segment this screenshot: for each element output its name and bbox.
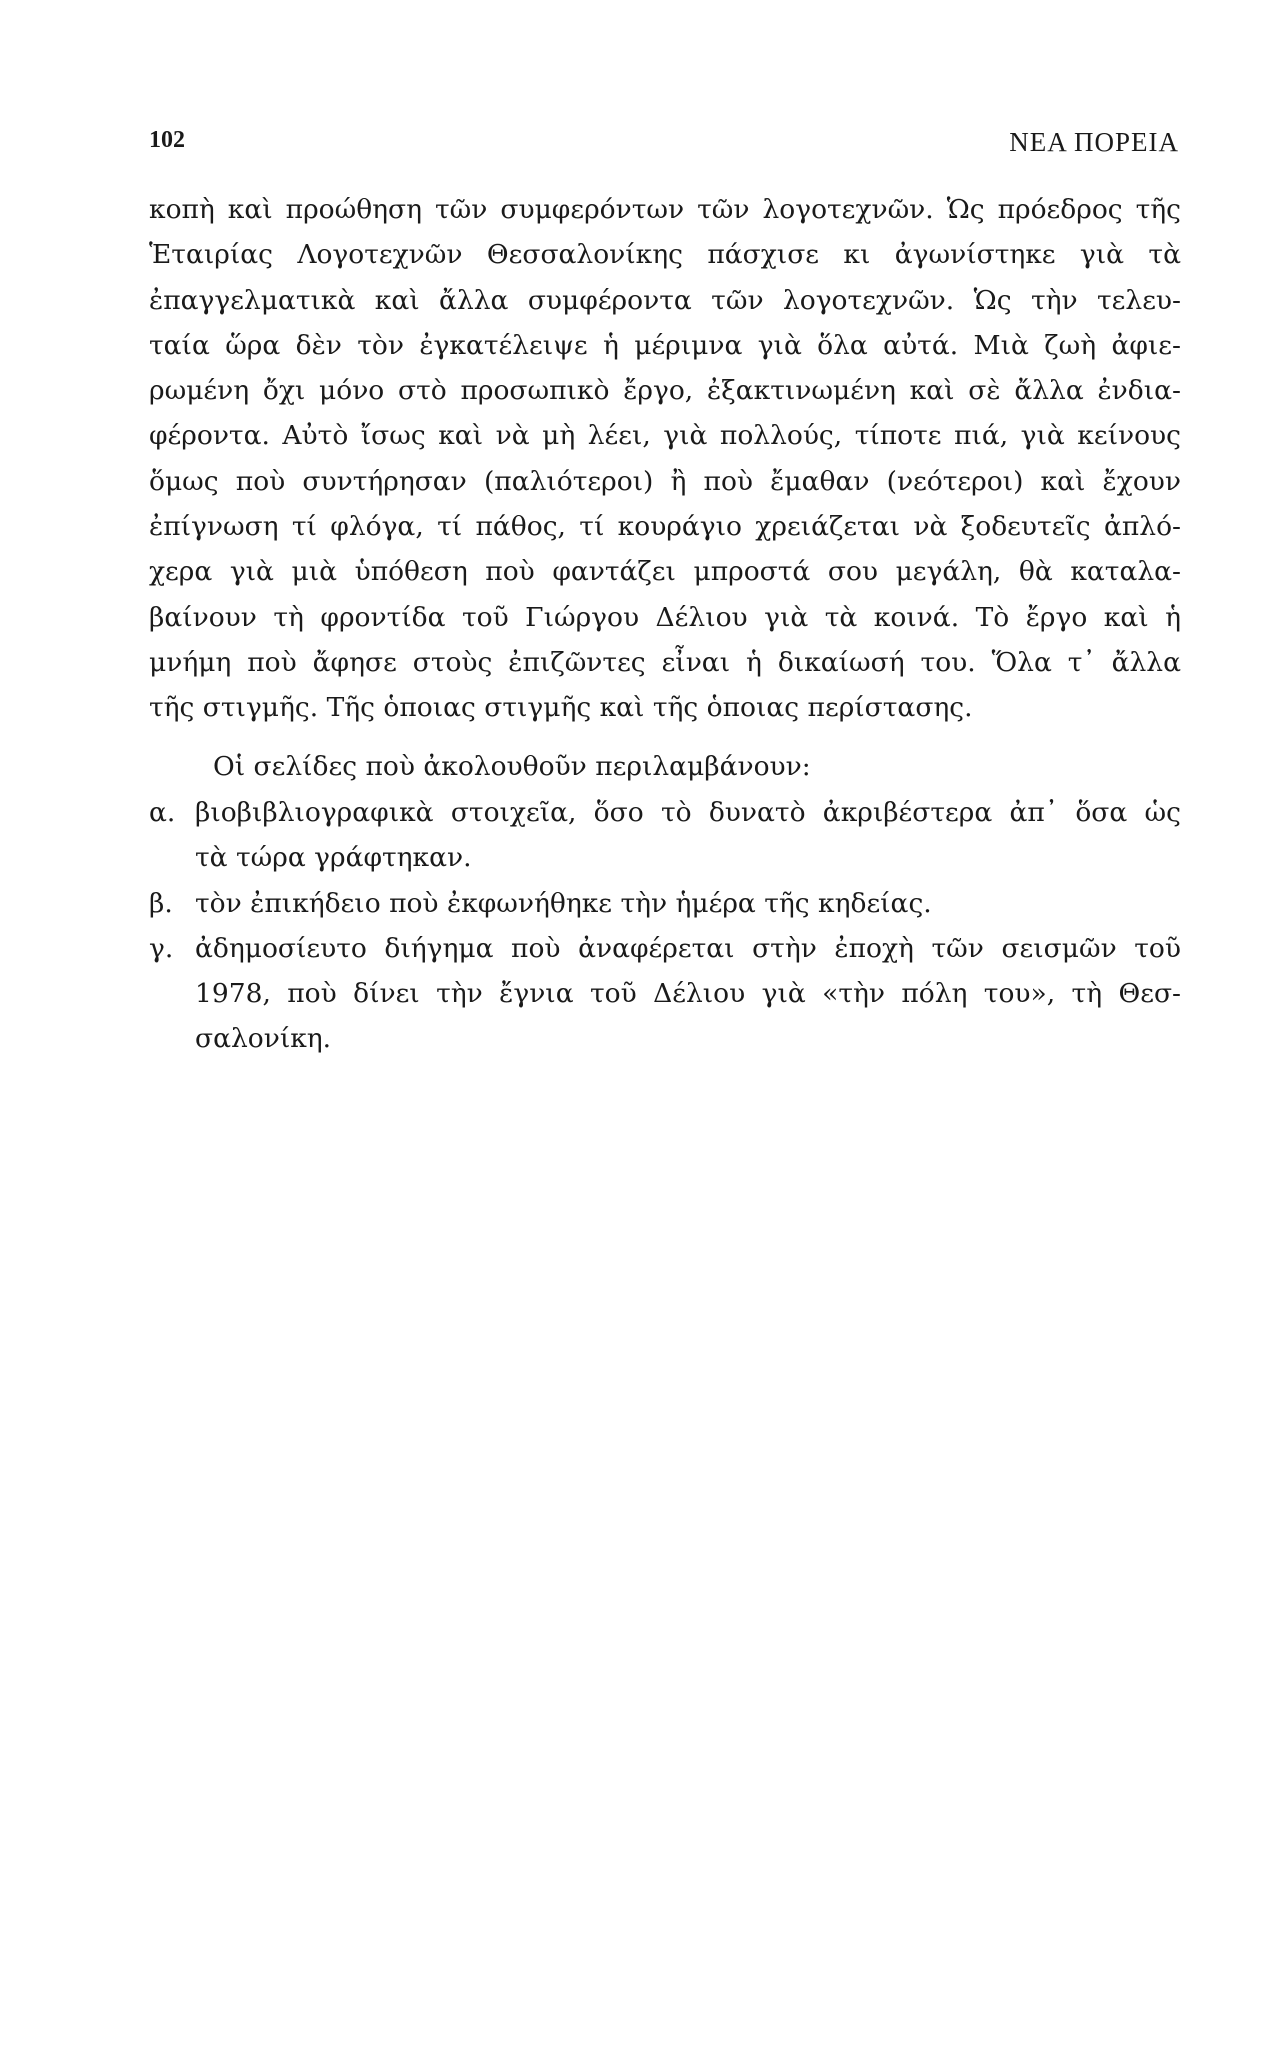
list-marker: β. (149, 887, 173, 919)
list-item-line: τὸν ἐπικήδειο ποὺ ἐκφωνήθηκε τὴν ἡμέρα τῆς κηδείας. (195, 887, 932, 919)
text-line: Ἑταιρίας Λογοτεχνῶν Θεσσαλονίκης πάσχισε κι ἀγωνίστηκε γιὰ τὰ (149, 239, 1181, 271)
list-intro-line: Οἱ σελίδες ποὺ ἀκολουθοῦν περιλαμβάνουν: (213, 751, 811, 782)
list-item (149, 926, 1181, 1062)
text-line: ὅμως ποὺ συντήρησαν (παλιότεροι) ἢ ποὺ ἔμαθαν (νεότεροι) καὶ ἔχουν (149, 465, 1181, 497)
list-intro (149, 744, 1181, 789)
list-item-line: σαλονίκη. (195, 1023, 332, 1055)
list-marker: α. (149, 797, 176, 828)
list-item-line: 1978, ποὺ δίνει τὴν ἔγνια τοῦ Δέλιου γιὰ «τὴν πόλη του», τὴ Θεσ- (195, 978, 1181, 1010)
text-line: τῆς στιγμῆς. Τῆς ὁποιας στιγμῆς καὶ τῆς ὁποιας περίστασης. (149, 692, 973, 724)
list-item-line: βιοβιβλιογραφικὰ στοιχεῖα, ὅσο τὸ δυνατὸ ἀκριβέστερα ἀπ᾿ ὅσα ὡς (195, 797, 1181, 828)
contents-list (149, 790, 1181, 1062)
text-line: ἐπίγνωση τί φλόγα, τί πάθος, τί κουράγιο χρειάζεται νὰ ξοδευτεῖς ἀπλό- (149, 511, 1181, 543)
list-item-line: ἀδημοσίευτο διήγημα ποὺ ἀναφέρεται στὴν ἐποχὴ τῶν σεισμῶν τοῦ (195, 932, 1181, 964)
text-line: ἐπαγγελματικὰ καὶ ἄλλα συμφέροντα τῶν λογοτεχνῶν. Ὡς τὴν τελευ- (149, 284, 1181, 316)
page-number: 102 (149, 127, 185, 153)
text-line: φέροντα. Αὐτὸ ἴσως καὶ νὰ μὴ λέει, γιὰ πολλούς, τίποτε πιά, γιὰ κείνους (149, 420, 1181, 452)
text-line: κοπὴ καὶ προώθηση τῶν συμφερόντων τῶν λογοτεχνῶν. Ὡς πρόεδρος τῆς (149, 194, 1181, 225)
list-item (149, 881, 1181, 926)
running-head: ΝΕΑ ΠΟΡΕΙΑ (1009, 127, 1179, 157)
page-header (149, 127, 1179, 167)
body-paragraph (149, 187, 1181, 731)
text-line: χερα γιὰ μιὰ ὑπόθεση ποὺ φαντάζει μπροστά σου μεγάλη, θὰ καταλα- (149, 556, 1181, 588)
text-line: βαίνουν τὴ φροντίδα τοῦ Γιώργου Δέλιου γιὰ τὰ κοινά. Τὸ ἔργο καὶ ἡ (149, 601, 1181, 633)
text-line: ταία ὥρα δὲν τὸν ἐγκατέλειψε ἡ μέριμνα γιὰ ὅλα αὐτά. Μιὰ ζωὴ ἀφιε- (149, 329, 1181, 361)
list-item (149, 790, 1181, 881)
text-line: ρωμένη ὄχι μόνο στὸ προσωπικὸ ἔργο, ἐξακτινωμένη καὶ σὲ ἄλλα ἐνδια- (149, 375, 1181, 407)
list-marker: γ. (149, 932, 174, 964)
text-line: μνήμη ποὺ ἄφησε στοὺς ἐπιζῶντες εἶναι ἡ δικαίωσή του. Ὅλα τ᾿ ἄλλα (149, 646, 1181, 678)
list-item-line: τὰ τώρα γράφτηκαν. (195, 842, 472, 874)
